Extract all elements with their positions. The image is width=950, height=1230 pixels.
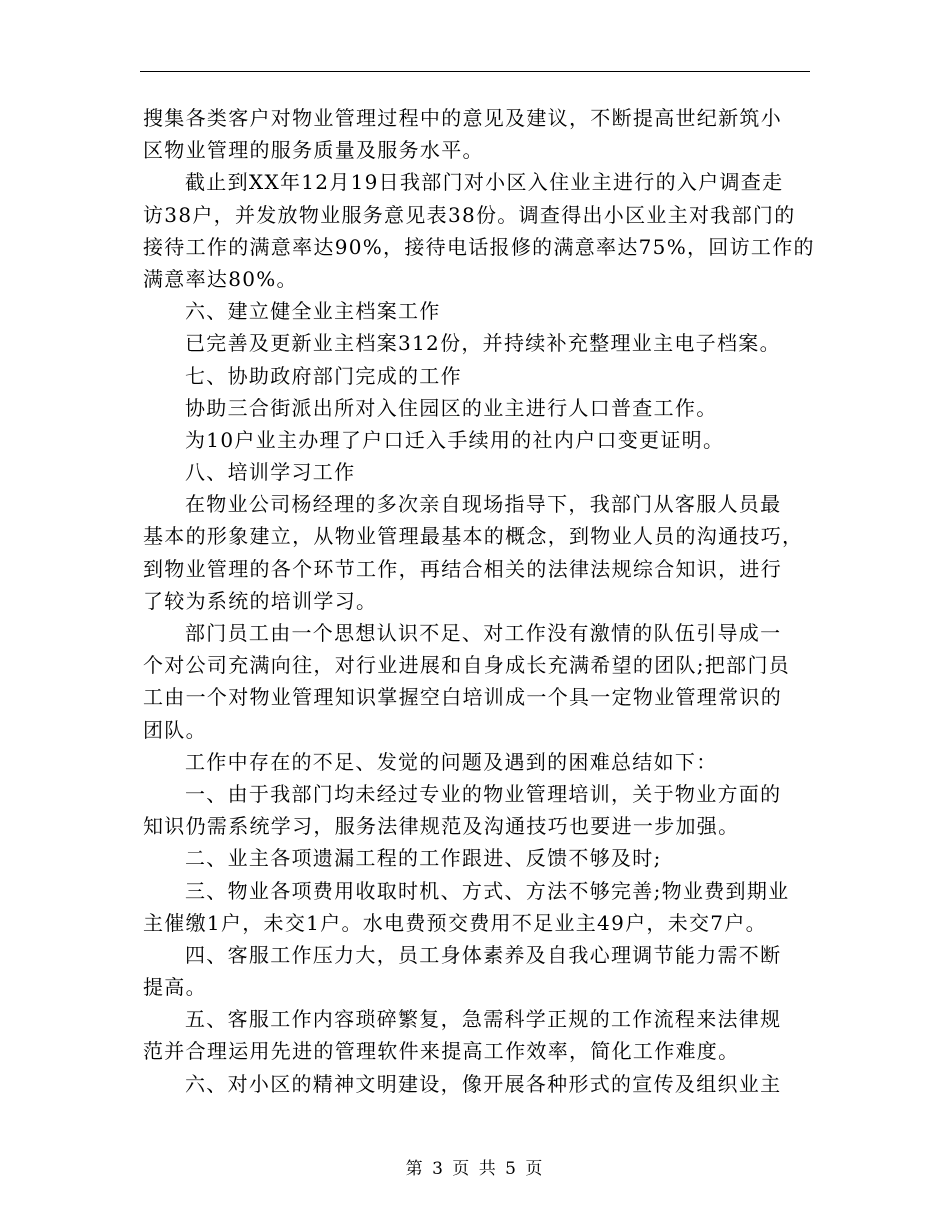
text-line: 满意率达80%。 xyxy=(143,266,298,291)
text-line: 截止到XX年12月19日我部门对小区入住业主进行的入户调查走 xyxy=(185,170,784,195)
page-footer: 第 3 页 共 5 页 xyxy=(405,1159,545,1179)
header-rule xyxy=(140,71,810,72)
text-line: 个对公司充满向往，对行业进展和自身成长充满希望的团队;把部门员 xyxy=(143,653,791,678)
text-line: 五、客服工作内容琐碎繁复，急需科学正规的工作流程来法律规 xyxy=(185,1007,782,1032)
document-body xyxy=(143,102,815,1100)
text-line: 二、业主各项遗漏工程的工作跟进、反馈不够及时; xyxy=(185,846,662,871)
text-line: 七、协助政府部门完成的工作 xyxy=(185,363,462,388)
text-line: 六、对小区的精神文明建设，像开展各种形式的宣传及组织业主 xyxy=(185,1071,782,1096)
text-line: 接待工作的满意率达90%，接待电话报修的满意率达75%，回访工作的 xyxy=(143,234,815,259)
text-line: 部门员工由一个思想认识不足、对工作没有激情的队伍引导成一 xyxy=(185,621,782,645)
text-line: 已完善及更新业主档案312份，并持续补充整理业主电子档案。 xyxy=(185,331,781,356)
text-line: 为10户业主办理了户口迁入手续用的社内户口变更证明。 xyxy=(185,427,725,452)
text-line: 基本的形象建立，从物业管理最基本的概念，到物业人员的沟通技巧， xyxy=(143,524,804,549)
text-line: 工作中存在的不足、发觉的问题及遇到的困难总结如下： xyxy=(185,749,718,774)
text-line: 提高。 xyxy=(143,975,207,1000)
text-line: 搜集各类客户对物业管理过程中的意见及建议，不断提高世纪新筑小 xyxy=(143,106,782,130)
text-line: 八、培训学习工作 xyxy=(185,460,356,485)
text-line: 访38户，并发放物业服务意见表38份。调查得出小区业主对我部门的 xyxy=(143,202,796,227)
text-line: 到物业管理的各个环节工作，再结合相关的法律法规综合知识，进行 xyxy=(143,556,782,581)
text-line: 主催缴1户，未交1户。水电费预交费用不足业主49户，未交7户。 xyxy=(143,910,767,935)
text-line: 范并合理运用先进的管理软件来提高工作效率，简化工作难度。 xyxy=(143,1039,740,1064)
text-line: 工由一个对物业管理知识掌握空白培训成一个具一定物业管理常识的 xyxy=(143,685,782,710)
text-line: 一、由于我部门均未经过专业的物业管理培训，关于物业方面的 xyxy=(185,781,782,806)
text-line: 团队。 xyxy=(143,717,207,742)
text-line: 区物业管理的服务质量及服务水平。 xyxy=(143,138,484,163)
text-line: 四、客服工作压力大，员工身体素养及自我心理调节能力需不断 xyxy=(185,942,782,967)
text-line: 六、建立健全业主档案工作 xyxy=(185,299,441,324)
text-line: 三、物业各项费用收取时机、方式、方法不够完善;物业费到期业 xyxy=(185,878,790,903)
text-line: 知识仍需系统学习，服务法律规范及沟通技巧也要进一步加强。 xyxy=(143,814,740,839)
text-line: 协助三合街派出所对入住园区的业主进行人口普查工作。 xyxy=(185,395,718,420)
text-line: 了较为系统的培训学习。 xyxy=(143,588,378,613)
text-line: 在物业公司杨经理的多次亲自现场指导下，我部门从客服人员最 xyxy=(185,492,782,517)
